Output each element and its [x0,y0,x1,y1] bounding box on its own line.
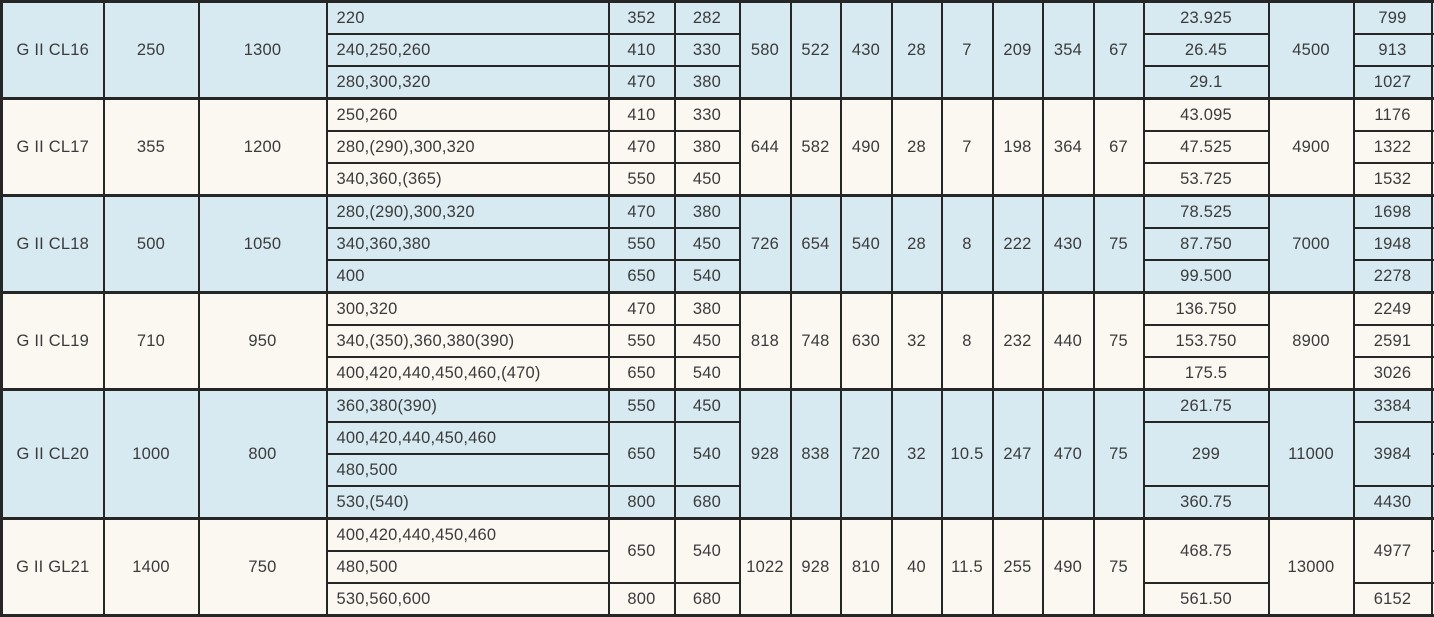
dim-b-cell: 380 [675,66,740,99]
dim-a-cell: 800 [609,486,675,519]
dim-a-cell: 800 [609,583,675,616]
bore-cell: 240,250,260 [327,34,609,66]
dim-cell: 364 [1043,99,1094,196]
bore-cell: 400 [327,260,609,293]
dim-cell: 75 [1094,293,1144,390]
dim-cell: 928 [740,390,791,519]
dim-b-cell: 450 [675,390,740,423]
dim-a-cell: 470 [609,131,675,163]
gd2-cell: 136.750 [1144,293,1269,326]
dim-cell: 32 [892,390,942,519]
gd2-cell: 561.50 [1144,583,1269,616]
dim-b-cell: 330 [675,34,740,66]
model-cell: G II CL20 [2,390,104,519]
bore-cell: 400,420,440,450,460,(470) [327,357,609,390]
model-cell: G II GL21 [2,519,104,616]
dim-cell: 720 [841,390,892,519]
bore-cell: 280,300,320 [327,66,609,99]
weight-cell: 3026 [1354,357,1432,390]
dim-cell: 8 [942,196,993,293]
weight-cell: 6152 [1354,583,1432,616]
dim-cell: 209 [993,2,1043,99]
dim-b-cell: 282 [675,2,740,35]
dim-a-cell: 410 [609,99,675,132]
gd2-cell: 47.525 [1144,131,1269,163]
weight-cell: 799 [1354,2,1432,35]
bore-cell: 530,(540) [327,486,609,519]
dim-b-cell: 680 [675,583,740,616]
weight-cell: 4430 [1354,486,1432,519]
dim-cell: 490 [841,99,892,196]
gd2-cell: 43.095 [1144,99,1269,132]
weight-cell: 1698 [1354,196,1432,229]
dim-cell: 75 [1094,196,1144,293]
max-speed-cell: 8900 [1269,293,1354,390]
gd2-cell: 87.750 [1144,228,1269,260]
gd2-cell: 99.500 [1144,260,1269,293]
table-row [2,390,1434,423]
dim-cell: 540 [841,196,892,293]
dim-cell: 440 [1043,293,1094,390]
gd2-cell: 360.75 [1144,486,1269,519]
dim-a-cell: 650 [609,357,675,390]
dim-a-cell: 650 [609,422,675,486]
rating-cell: 250 [104,2,199,99]
bore-cell: 480,500 [327,454,609,486]
dim-cell: 630 [841,293,892,390]
dim-cell: 28 [892,99,942,196]
weight-cell: 1532 [1354,163,1432,196]
dim-cell: 654 [791,196,841,293]
dim-b-cell: 380 [675,196,740,229]
dim-cell: 644 [740,99,791,196]
dim-cell: 8 [942,293,993,390]
table-row [2,196,1434,229]
dim-cell: 198 [993,99,1043,196]
dim-b-cell: 680 [675,486,740,519]
dim-a-cell: 470 [609,293,675,326]
dim-a-cell: 550 [609,228,675,260]
dim-cell: 430 [841,2,892,99]
speed-cell: 1050 [199,196,327,293]
weight-cell: 3384 [1354,390,1432,423]
bore-cell: 280,(290),300,320 [327,131,609,163]
gd2-cell: 299 [1144,422,1269,486]
speed-cell: 1200 [199,99,327,196]
dim-cell: 748 [791,293,841,390]
dim-b-cell: 450 [675,228,740,260]
model-cell: G II CL18 [2,196,104,293]
dim-a-cell: 550 [609,390,675,423]
gd2-cell: 261.75 [1144,390,1269,423]
dim-cell: 67 [1094,2,1144,99]
dim-cell: 490 [1043,519,1094,616]
bore-cell: 340,360,380 [327,228,609,260]
dim-cell: 928 [791,519,841,616]
weight-cell: 1176 [1354,99,1432,132]
max-speed-cell: 4500 [1269,2,1354,99]
dim-cell: 10.5 [942,390,993,519]
dim-cell: 67 [1094,99,1144,196]
dim-a-cell: 550 [609,325,675,357]
dim-b-cell: 380 [675,293,740,326]
dim-b-cell: 330 [675,99,740,132]
dim-cell: 255 [993,519,1043,616]
dim-a-cell: 410 [609,34,675,66]
weight-cell: 2591 [1354,325,1432,357]
dim-cell: 580 [740,2,791,99]
bore-cell: 250,260 [327,99,609,132]
dim-cell: 28 [892,2,942,99]
max-speed-cell: 13000 [1269,519,1354,616]
spec-table-body [2,2,1434,616]
bore-cell: 480,500 [327,551,609,583]
dim-cell: 582 [791,99,841,196]
bore-cell: 340,(350),360,380(390) [327,325,609,357]
rating-cell: 1400 [104,519,199,616]
speed-cell: 950 [199,293,327,390]
bore-cell: 530,560,600 [327,583,609,616]
dim-cell: 247 [993,390,1043,519]
dim-cell: 7 [942,99,993,196]
weight-cell: 1948 [1354,228,1432,260]
bore-cell: 220 [327,2,609,35]
dim-a-cell: 650 [609,519,675,584]
dim-cell: 11.5 [942,519,993,616]
gd2-cell: 23.925 [1144,2,1269,35]
gd2-cell: 53.725 [1144,163,1269,196]
gd2-cell: 78.525 [1144,196,1269,229]
dim-cell: 818 [740,293,791,390]
table-row [2,2,1434,35]
weight-cell: 913 [1354,34,1432,66]
max-speed-cell: 11000 [1269,390,1354,519]
speed-cell: 800 [199,390,327,519]
dim-cell: 75 [1094,390,1144,519]
gd2-cell: 175.5 [1144,357,1269,390]
dim-a-cell: 470 [609,196,675,229]
dim-cell: 810 [841,519,892,616]
dim-cell: 430 [1043,196,1094,293]
rating-cell: 500 [104,196,199,293]
weight-cell: 1322 [1354,131,1432,163]
model-cell: G II CL16 [2,2,104,99]
speed-cell: 1300 [199,2,327,99]
dim-b-cell: 540 [675,357,740,390]
dim-cell: 7 [942,2,993,99]
weight-cell: 2249 [1354,293,1432,326]
rating-cell: 710 [104,293,199,390]
gd2-cell: 468.75 [1144,519,1269,584]
dim-cell: 232 [993,293,1043,390]
dim-a-cell: 470 [609,66,675,99]
model-cell: G II CL19 [2,293,104,390]
dim-cell: 75 [1094,519,1144,616]
weight-cell: 1027 [1354,66,1432,99]
dim-a-cell: 650 [609,260,675,293]
bore-cell: 360,380(390) [327,390,609,423]
speed-cell: 750 [199,519,327,616]
dim-b-cell: 450 [675,325,740,357]
table-row [2,519,1434,552]
model-cell: G II CL17 [2,99,104,196]
gd2-cell: 29.1 [1144,66,1269,99]
gd2-cell: 26.45 [1144,34,1269,66]
dim-cell: 222 [993,196,1043,293]
rating-cell: 355 [104,99,199,196]
table-row [2,293,1434,326]
dim-b-cell: 540 [675,519,740,584]
max-speed-cell: 7000 [1269,196,1354,293]
max-speed-cell: 4900 [1269,99,1354,196]
dim-cell: 838 [791,390,841,519]
bore-cell: 340,360,(365) [327,163,609,196]
dim-a-cell: 352 [609,2,675,35]
weight-cell: 4977 [1354,519,1432,584]
dim-b-cell: 380 [675,131,740,163]
bore-cell: 280,(290),300,320 [327,196,609,229]
dim-cell: 470 [1043,390,1094,519]
table-row [2,99,1434,132]
bore-cell: 300,320 [327,293,609,326]
dim-a-cell: 550 [609,163,675,196]
dim-cell: 32 [892,293,942,390]
rating-cell: 1000 [104,390,199,519]
dim-cell: 1022 [740,519,791,616]
dim-b-cell: 540 [675,422,740,486]
dim-cell: 40 [892,519,942,616]
gd2-cell: 153.750 [1144,325,1269,357]
dim-b-cell: 540 [675,260,740,293]
bore-cell: 400,420,440,450,460 [327,422,609,454]
weight-cell: 2278 [1354,260,1432,293]
dim-cell: 28 [892,196,942,293]
weight-cell: 3984 [1354,422,1432,486]
dim-cell: 354 [1043,2,1094,99]
bore-cell: 400,420,440,450,460 [327,519,609,552]
dim-cell: 522 [791,2,841,99]
dim-cell: 726 [740,196,791,293]
dim-b-cell: 450 [675,163,740,196]
